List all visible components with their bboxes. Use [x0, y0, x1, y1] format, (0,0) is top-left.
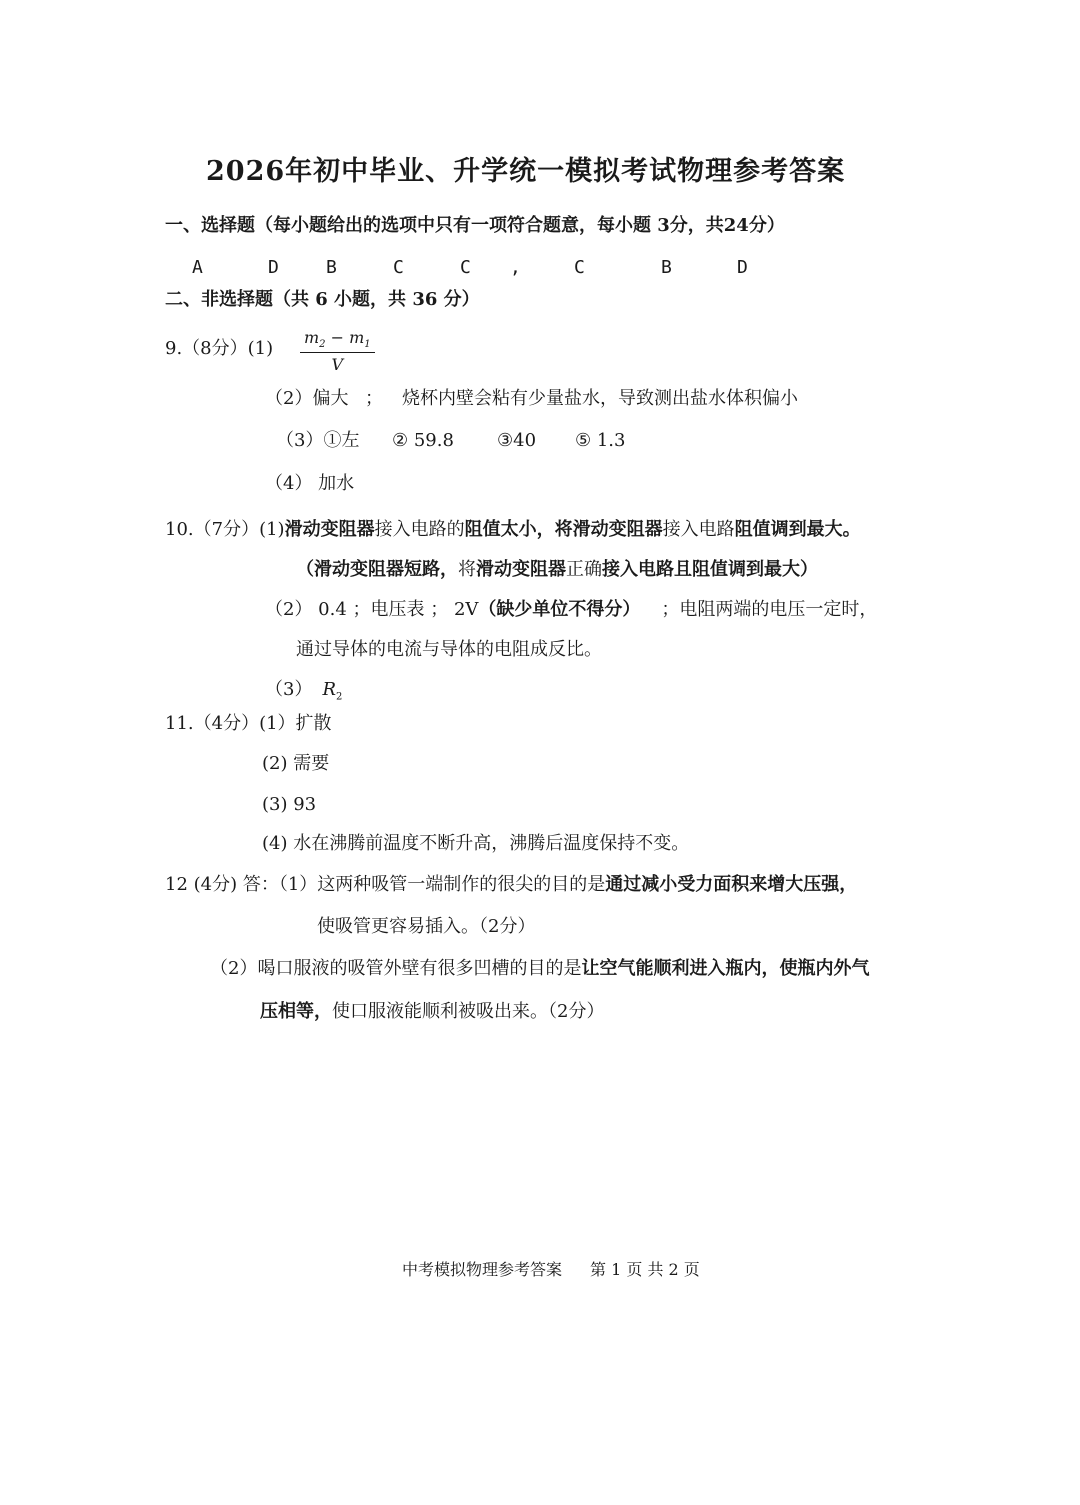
q10-part1-line2: （滑动变阻器短路，将滑动变阻器正确接入电路且阻值调到最大）: [296, 559, 818, 580]
q9-part4: （4） 加水: [265, 473, 355, 494]
q11-part3: (3) 93: [262, 794, 317, 815]
choice-answer-6: ,: [510, 257, 521, 278]
formula-denominator: V: [331, 355, 344, 375]
q9-part3-c: ③40: [497, 430, 537, 451]
choice-answer-5: C: [460, 257, 471, 278]
q9-density-formula: [300, 328, 375, 374]
q12-part1-line2: 使吸管更容易插入。（2分）: [317, 916, 536, 937]
choice-answer-8: B: [661, 257, 672, 278]
q11-part4: (4) 水在沸腾前温度不断升高，沸腾后温度保持不变。: [262, 833, 690, 854]
choice-answer-9: D: [737, 257, 748, 278]
choice-answer-1: A: [192, 257, 203, 278]
choice-answer-4: C: [393, 257, 404, 278]
q9-part3-a: （3）①左: [276, 430, 360, 451]
choice-answer-2: D: [268, 257, 279, 278]
q11-part2: (2) 需要: [262, 753, 330, 774]
q12-part1-line1: 12 (4分) 答：（1）这两种吸管一端制作的很尖的目的是通过减小受力面积来增大压强，: [165, 874, 858, 895]
section1-heading: 一、选择题（每小题给出的选项中只有一项符合题意，每小题 3分，共24分）: [165, 215, 785, 236]
footer-page-number: 第 1 页 共 2 页: [590, 1260, 700, 1279]
q11-part1: 11.（4分）(1）扩散: [165, 713, 332, 734]
q9-label: 9.（8分）(1): [165, 338, 274, 359]
section2-heading: 二、非选择题（共 6 小题，共 36 分）: [165, 289, 480, 310]
q9-part3-b: ② 59.8: [392, 430, 454, 451]
q9-part2-answer: （2）偏大: [265, 388, 349, 409]
q9-part2-separator: ；: [365, 388, 383, 409]
q9-part3-d: ⑤ 1.3: [575, 430, 626, 451]
choice-answer-7: C: [574, 257, 585, 278]
footer-doc-title: 中考模拟物理参考答案: [402, 1260, 563, 1279]
page-title: 2026年初中毕业、升学统一模拟考试物理参考答案: [206, 156, 846, 187]
q12-part2-line2: 压相等，使口服液能顺利被吸出来。（2分）: [260, 1001, 605, 1022]
choice-answer-3: B: [326, 257, 337, 278]
q10-part2-line1: （2） 0.4 ；电压表 ； 2V（缺少单位不得分） ；电阻两端的电压一定时，: [265, 599, 878, 620]
q9-part2-reason: 烧杯内壁会粘有少量盐水，导致测出盐水体积偏小: [402, 388, 798, 409]
q10-part3: （3） $R_2$: [265, 679, 343, 703]
q12-part2-line1: （2）喝口服液的吸管外壁有很多凹槽的目的是让空气能顺利进入瓶内，使瓶内外气: [210, 958, 870, 979]
formula-numerator: $m_2 - m_1$: [300, 328, 375, 353]
q10-part2-line2: 通过导体的电流与导体的电阻成反比。: [296, 639, 602, 660]
q10-part1-line1: 10.（7分）(1)滑动变阻器接入电路的阻值太小，将滑动变阻器接入电路阻值调到最大。: [165, 519, 861, 540]
